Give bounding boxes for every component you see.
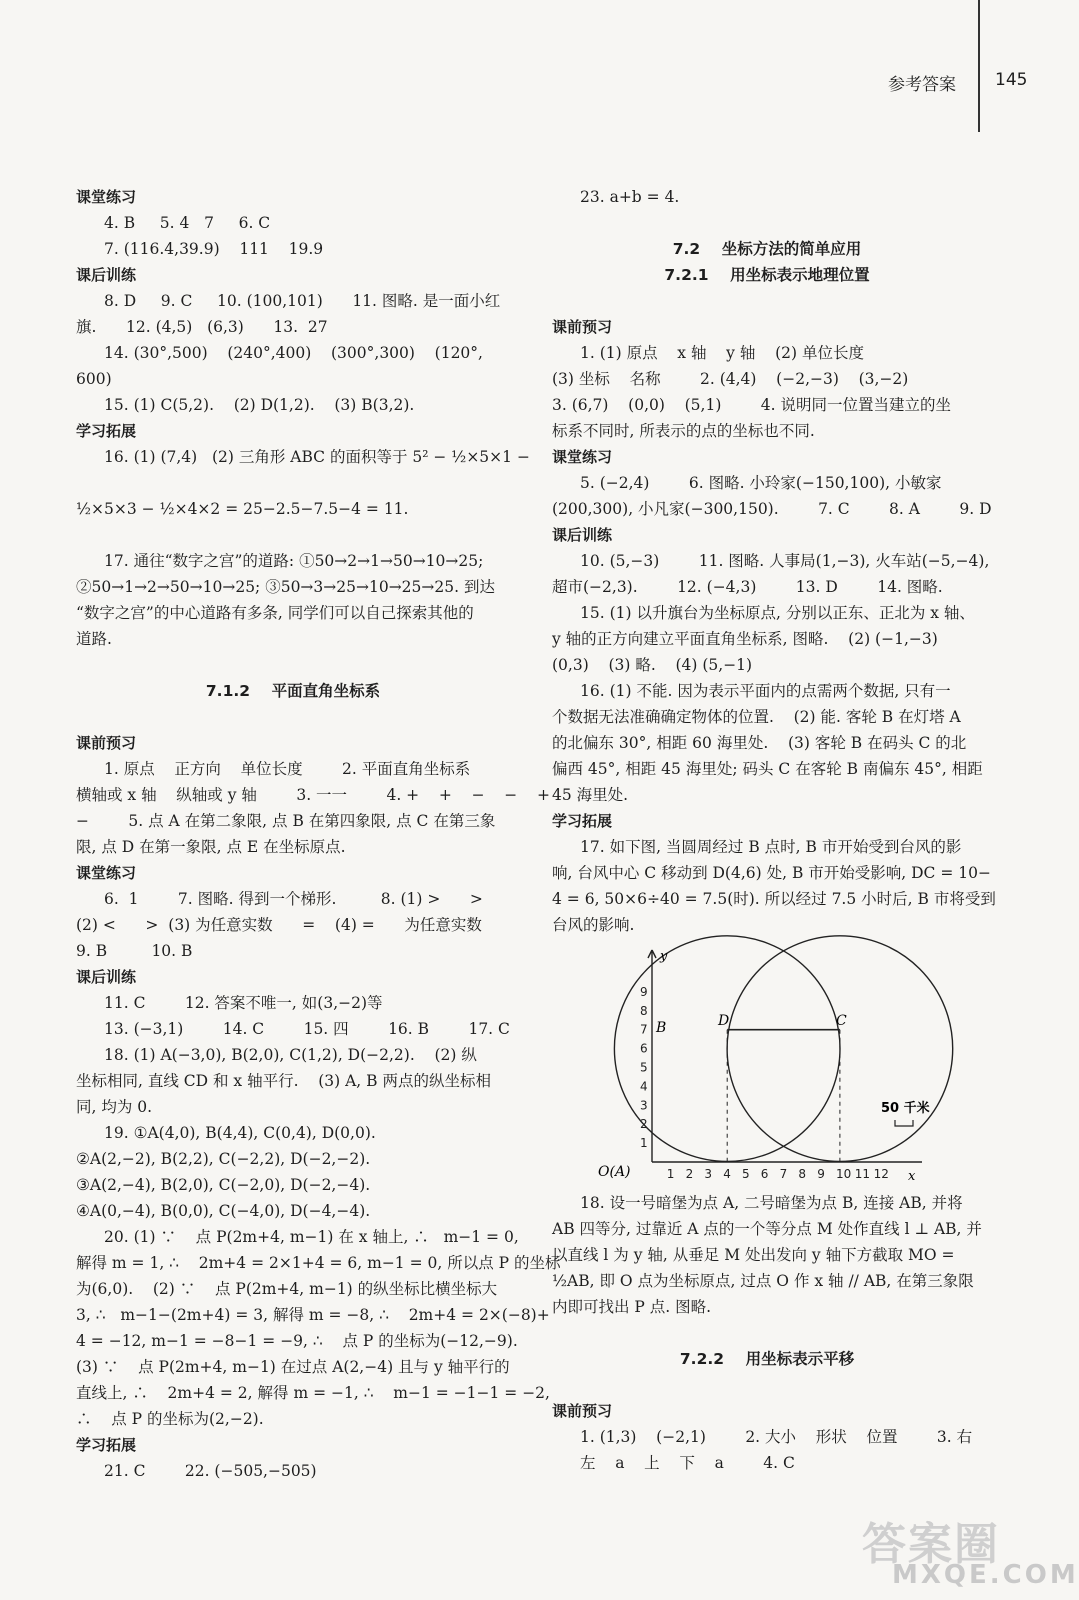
text-line: ∴ 点 P 的坐标为(2,−2). <box>76 1410 264 1428</box>
section-heading: 课堂练习 <box>76 864 137 882</box>
text-line: 横轴或 x 轴 纵轴或 y 轴 3. 一一 4. + + − − + <box>76 786 550 804</box>
section-heading: 课前预习 <box>552 1402 613 1420</box>
chapter-title: 7.1.2 平面直角坐标系 <box>205 682 381 700</box>
text-line: ½AB, 即 O 点为坐标原点, 过点 O 作 x 轴 // AB, 在第三象限 <box>552 1272 974 1290</box>
header-divider <box>978 0 980 132</box>
text-line: 21. C 22. (−505,−505) <box>104 1462 317 1480</box>
typhoon-coordinate-figure <box>592 942 930 1184</box>
section-heading: 课后训练 <box>552 526 613 544</box>
watermark-url: MXQE.COM <box>892 1560 1079 1590</box>
text-line: 内即可找出 P 点. 图略. <box>552 1298 712 1316</box>
x-tick-label: 11 <box>854 1167 871 1181</box>
text-line: 限, 点 D 在第一象限, 点 E 在坐标原点. <box>76 838 346 856</box>
text-line: 个数据无法准确确定物体的位置. (2) 能. 客轮 B 在灯塔 A <box>552 708 961 726</box>
text-line: 15. (1) 以升旗台为坐标原点, 分别以正东、正北为 x 轴、 <box>580 604 975 622</box>
text-line <box>76 652 510 678</box>
x-axis-label: x <box>908 1169 916 1184</box>
text-line: 4. B 5. 4 7 6. C <box>104 214 271 232</box>
text-line: 17. 通往“数字之宫”的道路: ①50→2→1→50→10→25; <box>104 552 484 570</box>
text-line: 14. (30°,500) (240°,400) (300°,300) (120°, <box>104 344 483 362</box>
section-heading: 课后训练 <box>76 968 137 986</box>
x-tick-label: 5 <box>742 1167 750 1181</box>
text-line: 旗. 12. (4,5) (6,3) 13. 27 <box>76 318 328 336</box>
section-heading: 学习拓展 <box>76 422 137 440</box>
text-line: − 5. 点 A 在第二象限, 点 B 在第四象限, 点 C 在第三象 <box>76 812 496 830</box>
text-line: 以直线 l 为 y 轴, 从垂足 M 处出发向 y 轴下方截取 MO = <box>552 1246 955 1264</box>
text-line: (3) ∵ 点 P(2m+4, m−1) 在过点 A(2,−4) 且与 y 轴平行的 <box>76 1358 510 1376</box>
y-tick-label: 7 <box>640 1022 648 1037</box>
text-line: 超市(−2,3). 12. (−4,3) 13. D 14. 图略. <box>552 578 943 596</box>
text-line: 4 = −12, m−1 = −8−1 = −9, ∴ 点 P 的坐标为(−12,−9). <box>76 1332 518 1350</box>
text-line: 9. B 10. B <box>76 942 193 960</box>
text-line: 为(6,0). (2) ∵ 点 P(2m+4, m−1) 的纵坐标比横坐标大 <box>76 1280 498 1298</box>
x-tick-label: 2 <box>685 1167 694 1181</box>
header-title: 参考答案 <box>888 75 956 95</box>
text-line <box>552 288 982 314</box>
text-line: 15. (1) C(5,2). (2) D(1,2). (3) B(3,2). <box>104 396 415 414</box>
text-line: 响, 台风中心 C 移动到 D(4,6) 处, B 市开始受影响, DC = 10− <box>552 864 991 882</box>
chapter-title: 7.2 坐标方法的简单应用 <box>672 240 862 258</box>
text-line: 1. (1,3) (−2,1) 2. 大小 形状 位置 3. 右 <box>580 1428 973 1446</box>
text-line: 1. 原点 正方向 单位长度 2. 平面直角坐标系 <box>104 760 471 778</box>
y-tick-label: 8 <box>640 1003 648 1018</box>
text-line: 解得 m = 1, ∴ 2m+4 = 2×1+4 = 6, m−1 = 0, 所以点 P 的坐标 <box>76 1254 561 1272</box>
y-tick-label: 5 <box>640 1060 648 1075</box>
y-tick-label: 4 <box>640 1079 648 1094</box>
text-line: 16. (1) (7,4) (2) 三角形 ABC 的面积等于 5² − ½×5×1 − <box>104 448 530 466</box>
right-column <box>552 184 996 1476</box>
text-line: 18. 设一号暗堡为点 A, 二号暗堡为点 B, 连接 AB, 并将 <box>580 1194 963 1212</box>
text-line: 道路. <box>76 630 112 648</box>
right-column-bottom <box>552 1190 982 1476</box>
scale-label: 50 千米 <box>881 1101 930 1116</box>
section-heading: 课后训练 <box>76 266 137 284</box>
text-line: “数字之宫”的中心道路有多条, 同学们可以自己探索其他的 <box>76 604 474 622</box>
section-heading: 学习拓展 <box>76 1436 137 1454</box>
text-line <box>76 522 510 548</box>
text-line: 直线上, ∴ 2m+4 = 2, 解得 m = −1, ∴ m−1 = −1−1 = −2, <box>76 1384 550 1402</box>
point-B-label: B <box>656 1020 667 1036</box>
text-line <box>76 704 510 730</box>
section-heading: 课堂练习 <box>552 448 613 466</box>
text-line: 6. 1 7. 图略. 得到一个梯形. 8. (1) > > <box>104 890 483 908</box>
section-heading: 课堂练习 <box>76 188 137 206</box>
text-line: 45 海里处. <box>552 786 629 804</box>
text-line: 3, ∴ m−1−(2m+4) = 3, 解得 m = −8, ∴ 2m+4 = 2×(−8)+ <box>76 1306 550 1324</box>
watermark-logo: 答案圈 <box>862 1519 1000 1570</box>
text-line: (0,3) (3) 略. (4) (5,−1) <box>552 656 753 674</box>
chapter-title: 7.2.2 用坐标表示平移 <box>679 1350 855 1368</box>
y-tick-label: 6 <box>640 1041 648 1056</box>
text-line: (200,300), 小凡家(−300,150). 7. C 8. A 9. D <box>552 500 992 518</box>
text-line: ②50→1→2→50→10→25; ③50→3→25→10→25→25. 到达 <box>76 578 495 596</box>
x-tick-label: 12 <box>873 1167 889 1181</box>
text-line <box>552 1372 982 1398</box>
section-heading: 课前预习 <box>552 318 613 336</box>
left-column <box>76 184 561 1484</box>
text-line: (3) 坐标 名称 2. (4,4) (−2,−3) (3,−2) <box>552 370 909 388</box>
x-tick-label: 3 <box>704 1167 713 1181</box>
x-tick-label: 4 <box>723 1167 731 1181</box>
text-line: 8. D 9. C 10. (100,101) 11. 图略. 是一面小红 <box>104 292 501 310</box>
text-line: 23. a+b = 4. <box>580 188 680 206</box>
text-line <box>76 470 510 496</box>
text-line: ½×5×3 − ½×4×2 = 25−2.5−7.5−4 = 11. <box>76 500 409 518</box>
y-tick-label: 3 <box>640 1098 648 1113</box>
text-line: AB 四等分, 过靠近 A 点的一个等分点 M 处作直线 l ⊥ AB, 并 <box>552 1220 982 1238</box>
text-line: ③A(2,−4), B(2,0), C(−2,0), D(−2,−4). <box>76 1176 371 1194</box>
text-line: (2) < > (3) 为任意实数 = (4) = 为任意实数 <box>76 916 482 934</box>
x-tick-label: 9 <box>817 1167 825 1181</box>
chapter-title: 7.2.1 用坐标表示地理位置 <box>664 266 870 284</box>
text-line: 的北偏东 30°, 相距 60 海里处. (3) 客轮 B 在码头 C 的北 <box>552 734 967 752</box>
text-line: 13. (−3,1) 14. C 15. 四 16. B 17. C <box>104 1020 510 1038</box>
text-line: 4 = 6, 50×6÷40 = 7.5(时). 所以经过 7.5 小时后, B 市将受到 <box>552 890 996 908</box>
text-line: 同, 均为 0. <box>76 1098 153 1116</box>
text-line: 坐标相同, 直线 CD 和 x 轴平行. (3) A, B 两点的纵坐标相 <box>76 1072 491 1090</box>
x-tick-label: 8 <box>798 1167 807 1181</box>
text-line: y 轴的正方向建立平面直角坐标系, 图略. (2) (−1,−3) <box>552 630 938 648</box>
origin-label: O(A) <box>598 1164 631 1180</box>
text-line: 标系不同时, 所表示的点的坐标也不同. <box>552 422 815 440</box>
text-line: 左 a 上 下 a 4. C <box>580 1454 795 1472</box>
text-line: 3. (6,7) (0,0) (5,1) 4. 说明同一位置当建立的坐 <box>552 396 951 414</box>
text-line: 600) <box>76 370 112 388</box>
x-tick-label: 7 <box>779 1167 788 1181</box>
x-tick-label: 1 <box>666 1167 675 1181</box>
page-number: 145 <box>995 70 1028 90</box>
text-line: 1. (1) 原点 x 轴 y 轴 (2) 单位长度 <box>580 344 864 362</box>
text-line: 5. (−2,4) 6. 图略. 小玲家(−150,100), 小敏家 <box>580 474 942 492</box>
y-tick-label: 1 <box>640 1136 648 1151</box>
y-tick-label: 9 <box>640 984 648 999</box>
text-line: 偏西 45°, 相距 45 海里处; 码头 C 在客轮 B 南偏东 45°, 相距 <box>552 760 983 778</box>
text-line: 11. C 12. 答案不唯一, 如(3,−2)等 <box>104 994 383 1012</box>
text-line: 18. (1) A(−3,0), B(2,0), C(1,2), D(−2,2). (2) 纵 <box>104 1046 477 1064</box>
text-line: ②A(2,−2), B(2,2), C(−2,2), D(−2,−2). <box>76 1150 371 1168</box>
text-line: 17. 如下图, 当圆周经过 B 点时, B 市开始受到台风的影 <box>580 838 962 856</box>
text-line: 20. (1) ∵ 点 P(2m+4, m−1) 在 x 轴上, ∴ m−1 = 0, <box>104 1228 519 1246</box>
y-tick-label: 2 <box>640 1117 648 1132</box>
text-line: 7. (116.4,39.9) 111 19.9 <box>104 240 324 258</box>
point-D-label: D <box>718 1013 730 1029</box>
text-line: 19. ①A(4,0), B(4,4), C(0,4), D(0,0). <box>104 1124 376 1142</box>
x-tick-label: 6 <box>760 1167 769 1181</box>
y-axis-label: y <box>660 949 668 964</box>
text-line: ④A(0,−4), B(0,0), C(−4,0), D(−4,−4). <box>76 1202 371 1220</box>
point-C-label: C <box>836 1013 847 1029</box>
section-heading: 学习拓展 <box>552 812 613 830</box>
x-tick-label: 10 <box>836 1167 852 1181</box>
section-heading: 课前预习 <box>76 734 137 752</box>
text-line <box>552 1320 982 1346</box>
right-column-top <box>552 184 996 938</box>
text-line: 10. (5,−3) 11. 图略. 人事局(1,−3), 火车站(−5,−4), <box>580 552 990 570</box>
text-line: 16. (1) 不能. 因为表示平面内的点需两个数据, 只有一 <box>580 682 951 700</box>
text-line <box>552 210 982 236</box>
text-line: 台风的影响. <box>552 916 635 934</box>
